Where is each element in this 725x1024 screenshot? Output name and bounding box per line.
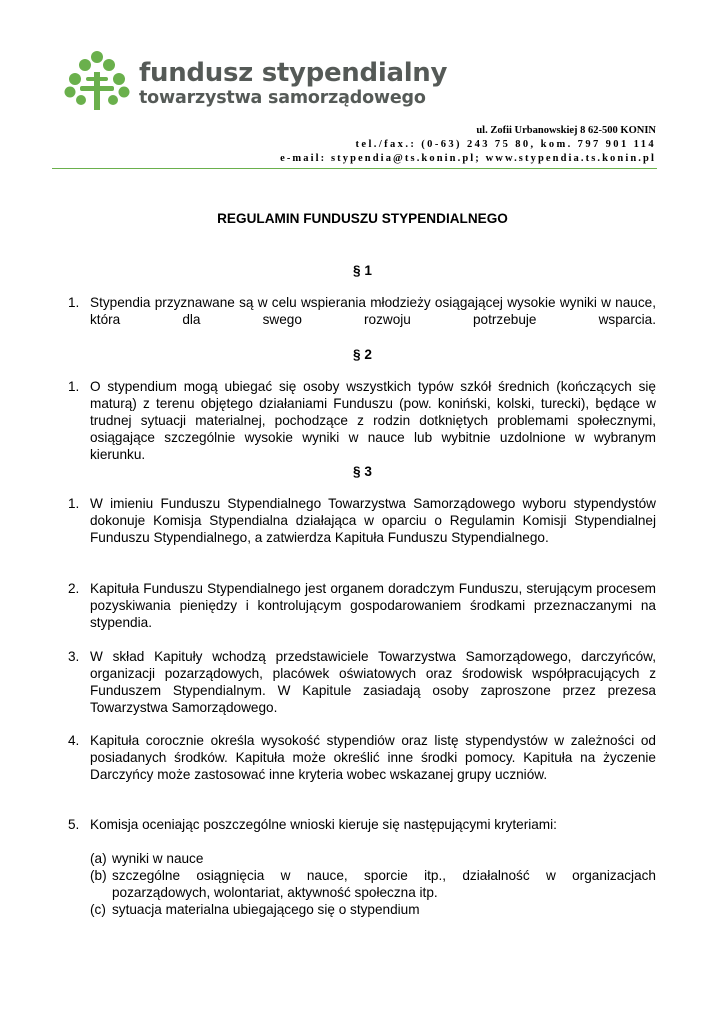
item-number: 1. (68, 379, 80, 394)
item-number: 4. (68, 733, 80, 748)
item-number: 5. (68, 817, 80, 832)
section-heading: § 1 (353, 263, 372, 278)
item-text: Kapituła Funduszu Stypendialnego jest organem doradczym Funduszu, sterującym procesem pozyskiwania pieniędzy i kontrolującym gospodarowaniem środkami przeznaczanymi na stypendia. (90, 581, 656, 630)
criteria-text: wyniki w nauce (112, 851, 204, 866)
header-divider (52, 168, 657, 169)
list-item (68, 495, 656, 546)
list-item (68, 816, 656, 833)
logo-subtitle: towarzystwa samorządowego (139, 88, 426, 108)
criteria-letter: (a) (90, 851, 107, 866)
logo-title: fundusz stypendialny (139, 58, 448, 88)
address: ul. Zofii Urbanowskiej 8 62-500 KONIN (476, 125, 656, 136)
list-item (68, 732, 656, 783)
list-item (68, 648, 656, 716)
email-www: e-mail: stypendia@ts.konin.pl; www.stypendia.ts.konin.pl (280, 153, 656, 164)
tree-logo-icon (64, 50, 130, 112)
criteria-item (90, 850, 656, 867)
criteria-letter: (b) (90, 868, 107, 883)
list-item (68, 378, 656, 463)
item-text: Stypendia przyznawane są w celu wspierania młodzieży osiągającej wysokie wyniki w nauce, która dla swego rozwoju potrzebuje wsparcia. (90, 295, 656, 327)
item-text: Kapituła corocznie określa wysokość stypendiów oraz listę stypendystów w zależności od posiadanych środków. Kapituła może określić inne środki pomocy. Kapituła na życzenie Darczyńcy może zastosować inne kryteria wobec wskazanej grupy uczniów. (90, 733, 656, 782)
item-number: 3. (68, 649, 80, 664)
item-text: W skład Kapituły wchodzą przedstawiciele Towarzystwa Samorządowego, darczyńców, organizacji pozarządowych, placówek oświatowych oraz środowisk współpracujących z Funduszem Stypendialnym. W Kapitule zasiadają osoby zaproszone przez prezesa Towarzystwa Samorządowego. (90, 649, 656, 715)
section-heading: § 2 (353, 347, 372, 362)
criteria-text: sytuacja materialna ubiegającego się o stypendium (112, 902, 420, 917)
list-item (68, 580, 656, 631)
document-title: REGULAMIN FUNDUSZU STYPENDIALNEGO (217, 211, 508, 226)
item-text: O stypendium mogą ubiegać się osoby wszystkich typów szkół średnich (kończących się maturą) z terenu objętego działaniami Funduszu (pow. koniński, kolski, turecki), będące w trudnej sytuacji materialnej, pochodzące z rodzin dotkniętych problemami społecznymi, osiągające szczególnie wysokie wyniki w nauce lub wybitnie uzdolnione w wybranym kierunku. (90, 379, 656, 462)
item-text: Komisja oceniając poszczególne wnioski kieruje się następującymi kryteriami: (90, 817, 557, 832)
logo (64, 50, 464, 112)
criteria-text: szczególne osiągnięcia w nauce, sporcie itp., działalność w organizacjach pozarządowych, wolontariat, aktywność społeczna itp. (112, 868, 656, 900)
criteria-item (90, 867, 656, 901)
item-number: 1. (68, 496, 80, 511)
item-number: 1. (68, 295, 80, 310)
criteria-letter: (c) (90, 902, 106, 917)
section-heading: § 3 (353, 464, 372, 479)
criteria-item (90, 901, 656, 918)
list-item (68, 294, 656, 328)
item-number: 2. (68, 581, 80, 596)
item-text: W imieniu Funduszu Stypendialnego Towarzystwa Samorządowego wyboru stypendystów dokonuje Komisja Stypendialna działająca w oparciu o Regulamin Komisji Stypendialnej Funduszu Stypendialnego, a zatwierdza Kapituła Funduszu Stypendialnego. (90, 496, 656, 545)
phone-fax: tel./fax.: (0-63) 243 75 80, kom. 797 901 114 (355, 139, 656, 150)
